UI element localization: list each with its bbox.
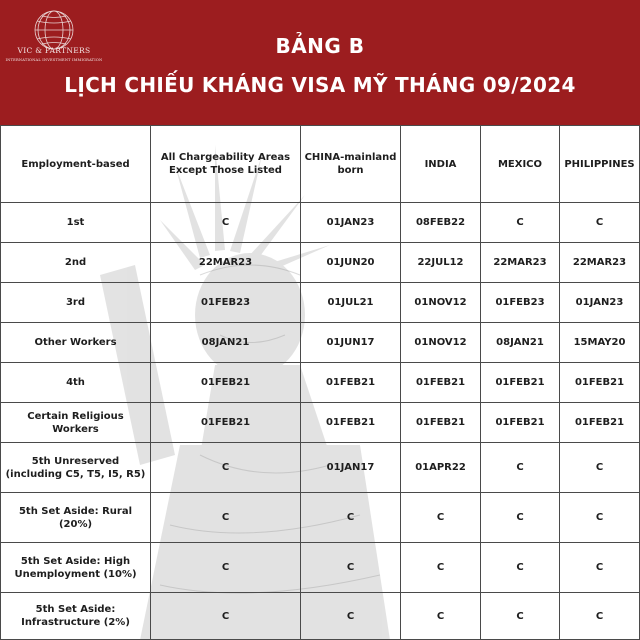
cell-philippines: 22MAR23 — [560, 243, 640, 283]
cell-philippines: 01FEB21 — [560, 363, 640, 403]
cell-china: 01JAN17 — [301, 443, 401, 493]
table-row — [1, 323, 640, 363]
cell-mexico: 22MAR23 — [481, 243, 560, 283]
cell-china: 01FEB21 — [301, 363, 401, 403]
cell-mexico: 01FEB21 — [481, 363, 560, 403]
table-row — [1, 283, 640, 323]
cell-china: 01JUN17 — [301, 323, 401, 363]
cell-china: C — [301, 493, 401, 543]
row-category: 1st — [1, 203, 151, 243]
cell-india: 01APR22 — [401, 443, 481, 493]
table-header-row — [1, 126, 640, 203]
row-category: 5th Set Aside: High Unemployment (10%) — [1, 543, 151, 593]
brand-name: VIC & PARTNERS — [17, 46, 91, 55]
column-header-india: INDIA — [401, 126, 481, 203]
cell-all: 01FEB23 — [151, 283, 301, 323]
table-row — [1, 443, 640, 493]
cell-philippines: 01JAN23 — [560, 283, 640, 323]
cell-china: 01JUL21 — [301, 283, 401, 323]
table-row — [1, 593, 640, 640]
page-title: BẢNG B — [275, 34, 365, 58]
row-category: Certain Religious Workers — [1, 403, 151, 443]
cell-mexico: C — [481, 443, 560, 493]
cell-mexico: C — [481, 543, 560, 593]
cell-all: 01FEB21 — [151, 403, 301, 443]
cell-mexico: 01FEB21 — [481, 403, 560, 443]
table-row — [1, 203, 640, 243]
column-header-mexico: MEXICO — [481, 126, 560, 203]
column-header-category: Employment-based — [1, 126, 151, 203]
table-row — [1, 543, 640, 593]
cell-all: C — [151, 443, 301, 493]
cell-mexico: C — [481, 203, 560, 243]
cell-china: 01JUN20 — [301, 243, 401, 283]
cell-china: C — [301, 593, 401, 640]
cell-india: C — [401, 543, 481, 593]
cell-mexico: C — [481, 493, 560, 543]
cell-all: C — [151, 493, 301, 543]
cell-india: C — [401, 593, 481, 640]
visa-bulletin-table — [0, 125, 640, 640]
cell-philippines: 15MAY20 — [560, 323, 640, 363]
table-row — [1, 363, 640, 403]
row-category: 5th Set Aside: Infrastructure (2%) — [1, 593, 151, 640]
cell-all: C — [151, 593, 301, 640]
row-category: Other Workers — [1, 323, 151, 363]
column-header-china: CHINA-mainland born — [301, 126, 401, 203]
cell-philippines: C — [560, 203, 640, 243]
cell-china: C — [301, 543, 401, 593]
cell-all: 08JAN21 — [151, 323, 301, 363]
table-row — [1, 243, 640, 283]
cell-india: 22JUL12 — [401, 243, 481, 283]
cell-india: 01NOV12 — [401, 283, 481, 323]
cell-all: 22MAR23 — [151, 243, 301, 283]
cell-philippines: C — [560, 443, 640, 493]
cell-india: 01FEB21 — [401, 363, 481, 403]
cell-philippines: C — [560, 543, 640, 593]
column-header-chargeability: All Chargeability Areas Except Those Listed — [151, 126, 301, 203]
page-subtitle: LỊCH CHIẾU KHÁNG VISA MỸ THÁNG 09/2024 — [64, 73, 576, 97]
row-category: 4th — [1, 363, 151, 403]
cell-china: 01JAN23 — [301, 203, 401, 243]
row-category: 5th Set Aside: Rural (20%) — [1, 493, 151, 543]
cell-china: 01FEB21 — [301, 403, 401, 443]
cell-india: C — [401, 493, 481, 543]
cell-all: 01FEB21 — [151, 363, 301, 403]
header-banner — [0, 0, 640, 125]
cell-philippines: 01FEB21 — [560, 403, 640, 443]
cell-philippines: C — [560, 493, 640, 543]
cell-philippines: C — [560, 593, 640, 640]
cell-india: 08FEB22 — [401, 203, 481, 243]
row-category: 3rd — [1, 283, 151, 323]
cell-mexico: 01FEB23 — [481, 283, 560, 323]
row-category: 2nd — [1, 243, 151, 283]
table-row — [1, 493, 640, 543]
cell-india: 01NOV12 — [401, 323, 481, 363]
brand-tagline: INTERNATIONAL INVESTMENT IMMIGRATION — [5, 58, 103, 62]
row-category: 5th Unreserved (including C5, T5, I5, R5) — [1, 443, 151, 493]
column-header-philippines: PHILIPPINES — [560, 126, 640, 203]
cell-mexico: 08JAN21 — [481, 323, 560, 363]
cell-india: 01FEB21 — [401, 403, 481, 443]
table-row — [1, 403, 640, 443]
cell-all: C — [151, 203, 301, 243]
cell-mexico: C — [481, 593, 560, 640]
cell-all: C — [151, 543, 301, 593]
